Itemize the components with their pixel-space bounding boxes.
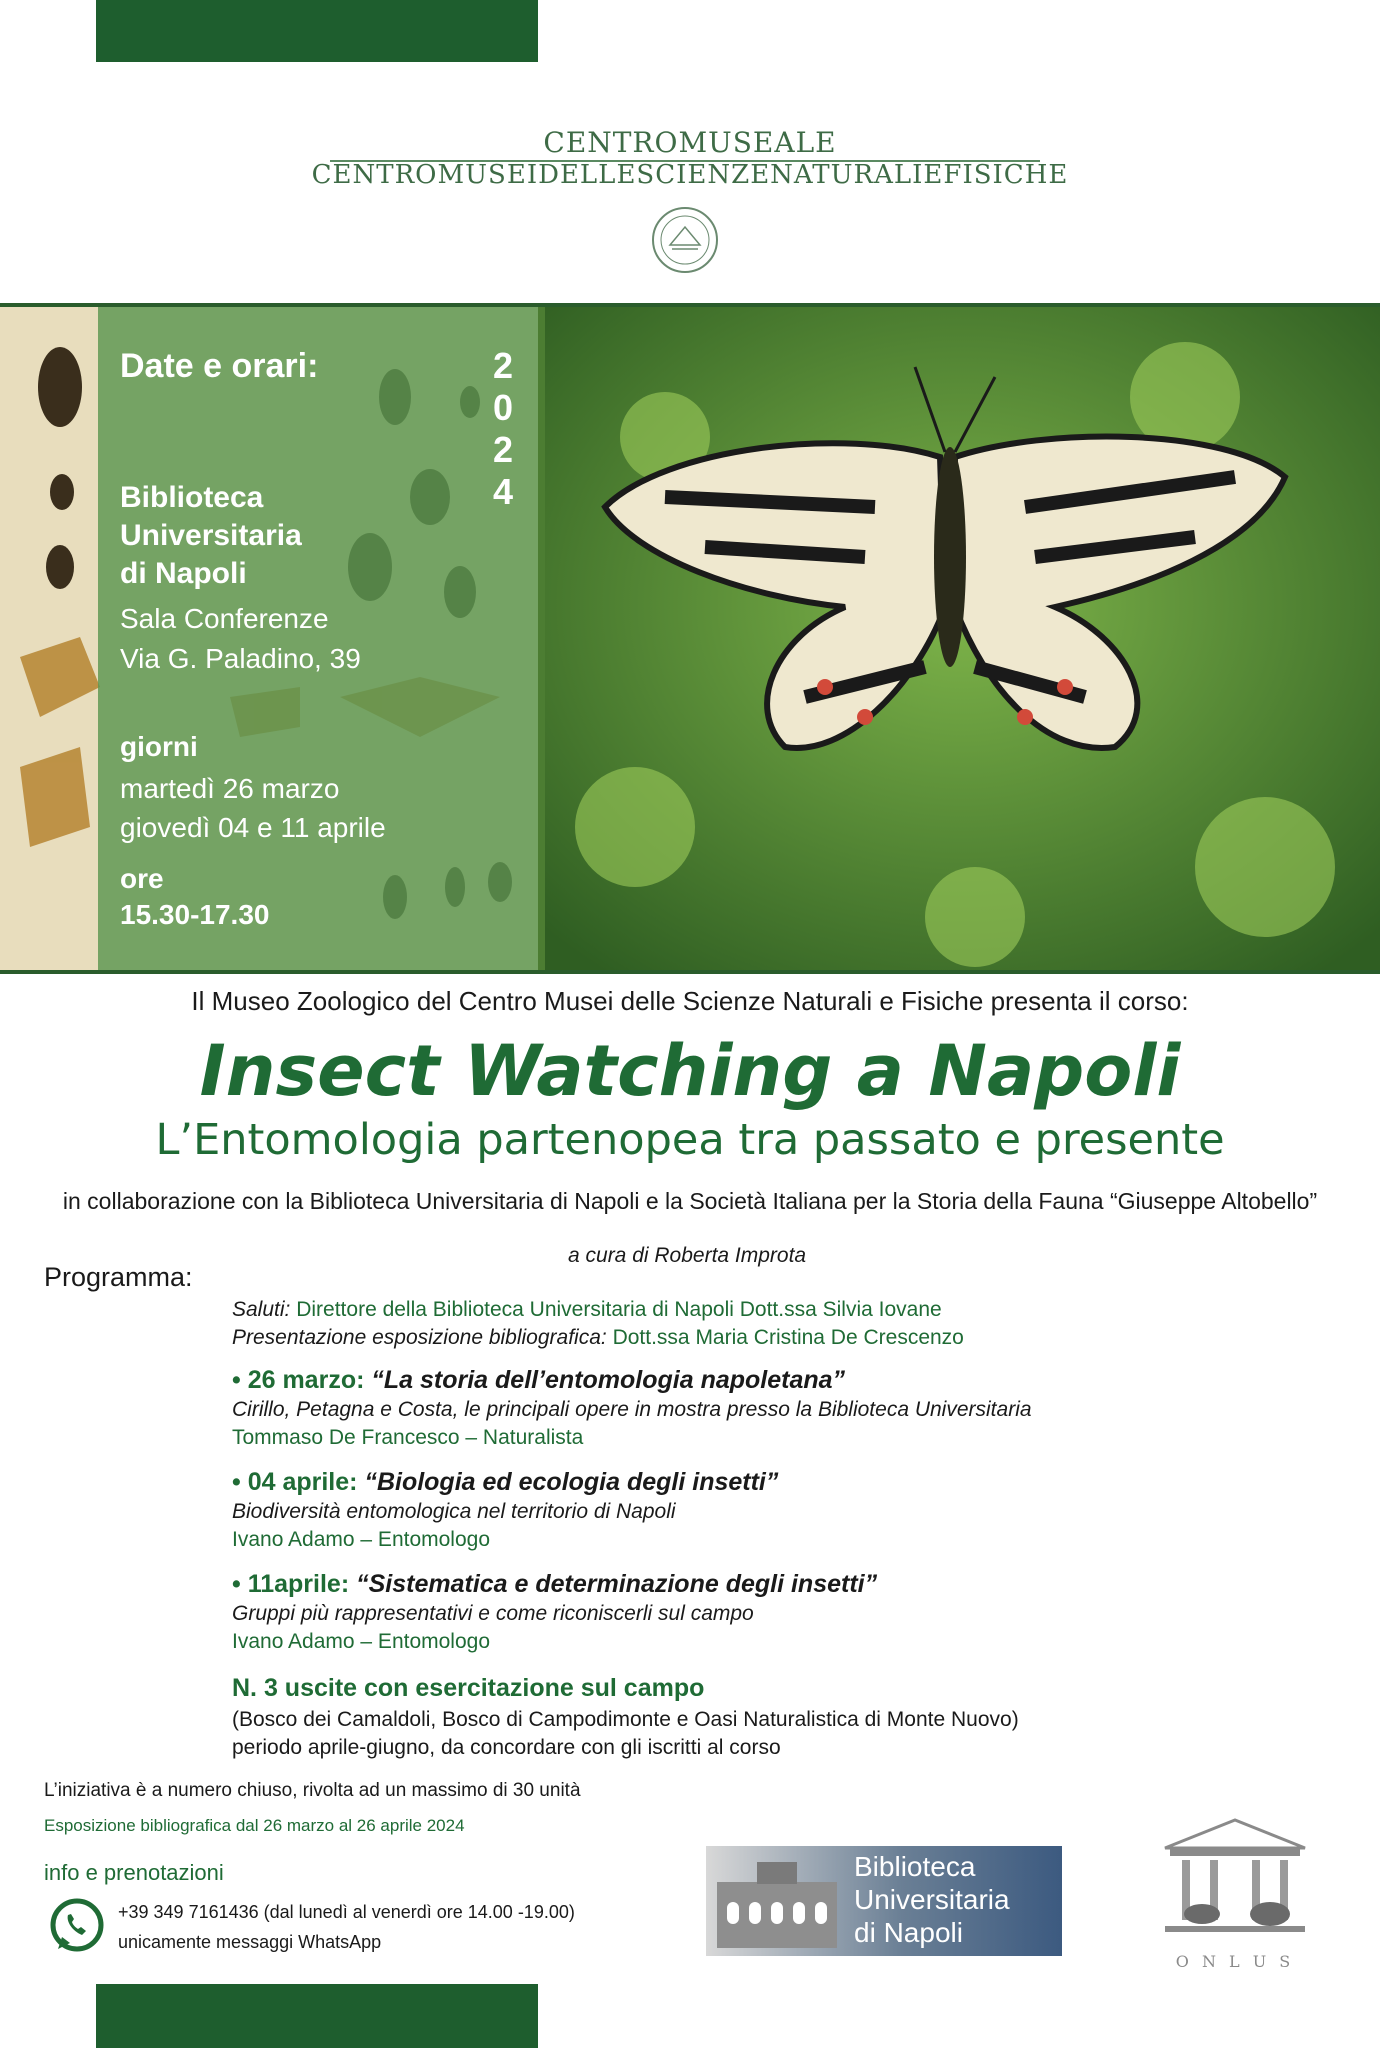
phone-line[interactable]: +39 349 7161436 (dal lunedì al venerdì ore 14.00 -19.00)	[118, 1902, 575, 1922]
program-label: Programma:	[44, 1262, 193, 1292]
session-description: Gruppi più rappresentativi e come riconiscerli sul campo	[232, 1602, 754, 1625]
session-speaker: Tommaso De Francesco – Naturalista	[232, 1426, 584, 1449]
dates-info-panel	[98, 307, 538, 970]
museum-title: CENTROMUSEALE	[543, 126, 837, 159]
session-title: “La storia dell’entomologia napoletana”	[371, 1366, 846, 1394]
session-description: Cirillo, Petagna e Costa, le principali opere in mostra presso la Biblioteca Universitaria	[232, 1398, 1032, 1421]
session-date: • 26 marzo:	[232, 1366, 365, 1394]
library-building-icon	[712, 1852, 842, 1952]
session-speaker: Ivano Adamo – Entomologo	[232, 1630, 491, 1653]
museum-seal-icon	[650, 205, 720, 275]
field-trips-places: (Bosco dei Camaldoli, Bosco di Campodimonte e Oasi Naturalistica di Monte Nuovo)	[232, 1708, 1019, 1731]
year-digit: 2	[492, 429, 514, 470]
hero-banner	[0, 303, 1380, 974]
course-subtitle: L’Entomologia partenopea tra passato e presente	[155, 1115, 1225, 1165]
hours-label: ore	[120, 863, 164, 894]
logo-line: di Napoli	[854, 1917, 963, 1948]
top-decorative-bar	[96, 0, 538, 62]
days-label: giorni	[120, 731, 198, 762]
logo-line: Biblioteca	[854, 1851, 976, 1882]
session-heading	[232, 1570, 877, 1599]
session-date: • 11aprile:	[232, 1570, 350, 1598]
curator-credit: a cura di Roberta Improta	[568, 1244, 807, 1267]
day-line: giovedì 04 e 11 aprile	[120, 812, 386, 843]
days-list	[120, 769, 386, 847]
dates-title: Date e orari:	[120, 347, 319, 385]
logo-line: Universitaria	[854, 1884, 1010, 1915]
field-trips-title: N. 3 uscite con esercitazione sul campo	[232, 1674, 705, 1702]
biblioteca-logo-text	[854, 1850, 1010, 1949]
session-speaker: Ivano Adamo – Entomologo	[232, 1528, 491, 1551]
limit-note: L’iniziativa è a numero chiuso, rivolta ad un massimo di 30 unità	[44, 1780, 581, 1801]
session-title: “Sistematica e determinazione degli insetti”	[356, 1570, 878, 1598]
room-line: Sala Conferenze	[120, 603, 329, 634]
year-digit: 0	[492, 387, 514, 428]
venue-line: Biblioteca	[120, 481, 264, 514]
greetings-label: Saluti:	[232, 1298, 291, 1321]
session-description: Biodiversità entomologica nel territorio di Napoli	[232, 1500, 676, 1523]
day-line: martedì 26 marzo	[120, 773, 340, 804]
museum-subtitle: CENTROMUSEIDELLESCIENZENATURALIEFISICHE	[311, 160, 1069, 190]
exhibition-note: Esposizione bibliografica dal 26 marzo al 26 aprile 2024	[44, 1816, 465, 1835]
course-intro: Il Museo Zoologico del Centro Musei delle Scienze Naturali e Fisiche presenta il corso:	[191, 986, 1189, 1016]
venue-name	[120, 479, 302, 593]
session-heading	[232, 1366, 845, 1395]
hours-value: 15.30-17.30	[120, 899, 270, 930]
course-title: Insect Watching a Napoli	[199, 1030, 1181, 1112]
biblioteca-universitaria-logo	[706, 1846, 1062, 1956]
venue-address	[120, 599, 361, 679]
society-onlus: O N L U S	[1175, 1952, 1295, 1971]
presentation-label: Presentazione esposizione bibliografica:	[232, 1326, 607, 1349]
society-temple-icon	[1130, 1808, 1340, 1958]
whatsapp-note: unicamente messaggi WhatsApp	[118, 1932, 382, 1952]
session-date: • 04 aprile:	[232, 1468, 358, 1496]
year-vertical	[488, 345, 518, 513]
info-label: info e prenotazioni	[44, 1860, 224, 1885]
session-title: “Biologia ed ecologia degli insetti”	[364, 1468, 779, 1496]
greetings-line	[232, 1298, 942, 1322]
venue-line: Universitaria	[120, 519, 302, 552]
society-fauna-logo	[1130, 1808, 1340, 1976]
session-heading	[232, 1468, 778, 1497]
address-line: Via G. Paladino, 39	[120, 643, 361, 674]
field-trips-period: periodo aprile-giugno, da concordare con gli iscritti al corso	[232, 1736, 781, 1759]
presentation-line	[232, 1326, 964, 1350]
bottom-decorative-bar	[96, 1984, 538, 2048]
venue-line: di Napoli	[120, 557, 247, 590]
whatsapp-icon[interactable]	[48, 1897, 106, 1955]
butterfly-photo	[545, 307, 1380, 970]
presentation-text: Dott.ssa Maria Cristina De Crescenzo	[612, 1326, 964, 1349]
year-digit: 4	[492, 471, 514, 512]
greetings-text: Direttore della Biblioteca Universitaria di Napoli Dott.ssa Silvia Iovane	[296, 1298, 942, 1321]
collaboration-note: in collaborazione con la Biblioteca Universitaria di Napoli e la Società Italiana per la Storia della Fauna “Giuseppe Altobello”	[62, 1188, 1318, 1214]
year-digit: 2	[492, 345, 514, 386]
